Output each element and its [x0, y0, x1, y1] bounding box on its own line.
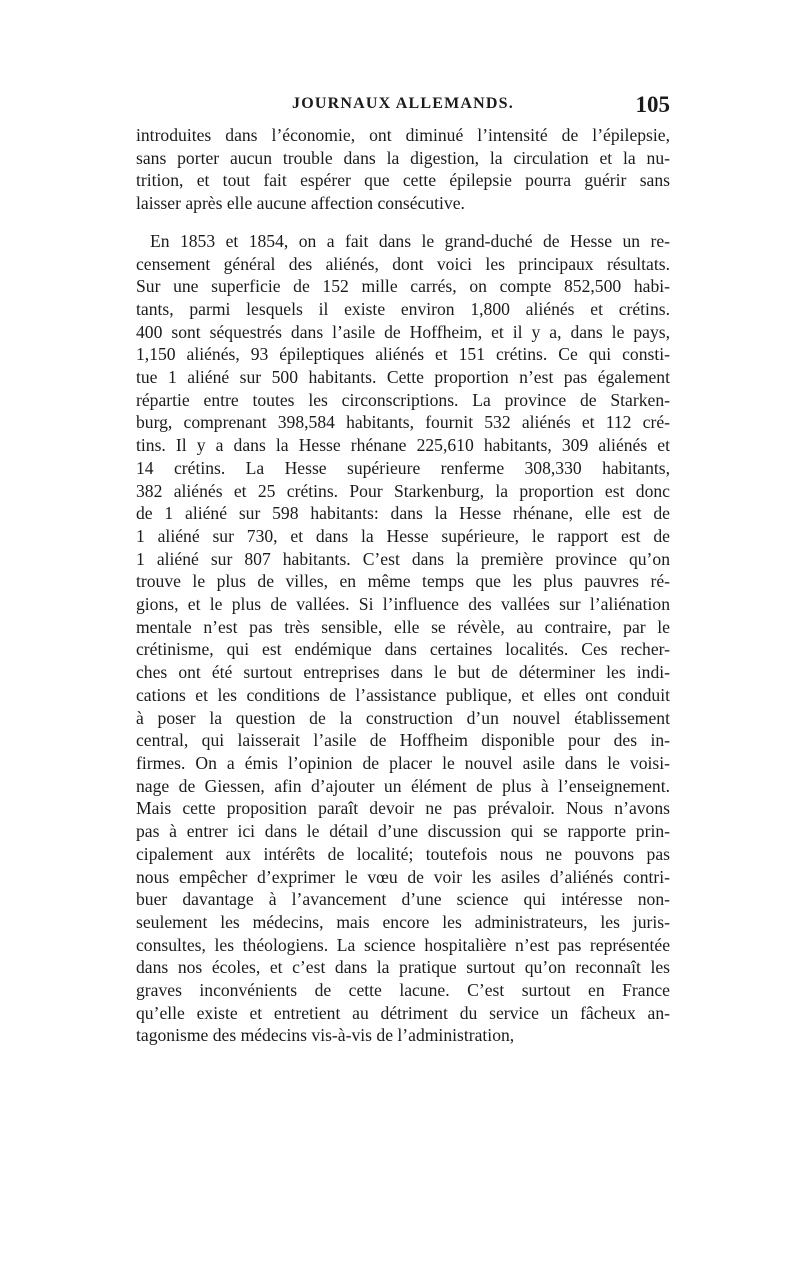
paragraph-census — [136, 230, 670, 1047]
text-line: nage de Giessen, afin d’ajouter un élément de plus à l’enseignement. — [136, 775, 670, 796]
text-line: consultes, les théologiens. La science hospitalière n’est pas représentée — [136, 934, 670, 955]
text-line: crétinisme, qui est endémique dans certaines localités. Ces recher- — [136, 639, 670, 660]
text-line: introduites dans l’économie, ont diminué l’intensité de l’épilepsie, — [136, 125, 670, 145]
text-line: firmes. On a émis l’opinion de placer le nouvel asile dans le voisi- — [136, 752, 670, 773]
running-title: JOURNAUX ALLEMANDS. — [292, 95, 514, 112]
text-line: 1,150 aliénés, 93 épileptiques aliénés et 151 crétins. Ce qui consti- — [136, 344, 670, 365]
text-line: nous empêcher d’exprimer le vœu de voir les asiles d’aliénés contri- — [136, 866, 670, 887]
text-line: buer davantage à l’avancement d’une science qui intéresse non- — [136, 889, 670, 910]
text-line: dans nos écoles, et c’est dans la pratique surtout qu’on reconnaît les — [136, 957, 670, 978]
text-line: central, qui laisserait l’asile de Hoffheim disponible pour des in- — [136, 730, 670, 751]
text-line: Mais cette proposition paraît devoir ne pas prévaloir. Nous n’avons — [136, 798, 670, 819]
text-line: tins. Il y a dans la Hesse rhénane 225,610 habitants, 309 aliénés et — [136, 435, 670, 456]
text-line: tue 1 aliéné sur 500 habitants. Cette proportion n’est pas également — [136, 367, 670, 388]
text-line: trouve le plus de villes, en même temps que les plus pauvres ré- — [136, 571, 670, 592]
book-page — [136, 92, 670, 1047]
text-line: 14 crétins. La Hesse supérieure renferme 308,330 habitants, — [136, 457, 670, 478]
text-line: 400 sont séquestrés dans l’asile de Hoffheim, et il y a, dans le pays, — [136, 321, 670, 342]
text-line: cipalement aux intérêts de localité; toutefois nous ne pouvons pas — [136, 843, 670, 864]
text-line: à poser la question de la construction d’un nouvel établissement — [136, 707, 670, 728]
text-line: 382 aliénés et 25 crétins. Pour Starkenburg, la proportion est donc — [136, 480, 670, 501]
text-line: trition, et tout fait espérer que cette épilepsie pourra guérir sans — [136, 170, 670, 191]
text-line: censement général des aliénés, dont voici les principaux résultats. — [136, 253, 670, 274]
text-line: graves inconvénients de cette lacune. C’est surtout en France — [136, 980, 670, 1001]
text-line: Sur une superficie de 152 mille carrés, on compte 852,500 habi- — [136, 276, 670, 297]
text-line: 1 aliéné sur 807 habitants. C’est dans la première province qu’on — [136, 548, 670, 569]
text-line: ches ont été surtout entreprises dans le but de déterminer les indi- — [136, 662, 670, 683]
running-header — [136, 92, 670, 122]
text-line: 1 aliéné sur 730, et dans la Hesse supérieure, le rapport est de — [136, 525, 670, 546]
text-line: qu’elle existe et entretient au détriment du service un fâcheux an- — [136, 1002, 670, 1023]
text-line: En 1853 et 1854, on a fait dans le grand-duché de Hesse un re- — [150, 230, 670, 251]
page-number: 105 — [635, 92, 670, 117]
text-line: de 1 aliéné sur 598 habitants: dans la Hesse rhénane, elle est de — [136, 503, 670, 524]
text-line: mentale n’est pas très sensible, elle se révèle, au contraire, par le — [136, 616, 670, 637]
text-line: laisser après elle aucune affection consécutive. — [136, 193, 465, 214]
text-line: tagonisme des médecins vis-à-vis de l’administration, — [136, 1025, 515, 1046]
text-line: gions, et le plus de vallées. Si l’influence des vallées sur l’aliénation — [136, 594, 670, 615]
text-line: pas à entrer ici dans le détail d’une discussion qui se rapporte prin- — [136, 821, 670, 842]
text-line: burg, comprenant 398,584 habitants, fournit 532 aliénés et 112 cré- — [136, 412, 670, 433]
text-line: tants, parmi lesquels il existe environ 1,800 aliénés et crétins. — [136, 298, 670, 319]
text-line: sans porter aucun trouble dans la digestion, la circulation et la nu- — [136, 147, 670, 168]
text-line: répartie entre toutes les circonscriptions. La province de Starken- — [136, 389, 670, 410]
paragraph-continued — [136, 124, 670, 215]
text-line: cations et les conditions de l’assistance publique, et elles ont conduit — [136, 684, 670, 705]
text-line: seulement les médecins, mais encore les administrateurs, les juris- — [136, 911, 670, 932]
